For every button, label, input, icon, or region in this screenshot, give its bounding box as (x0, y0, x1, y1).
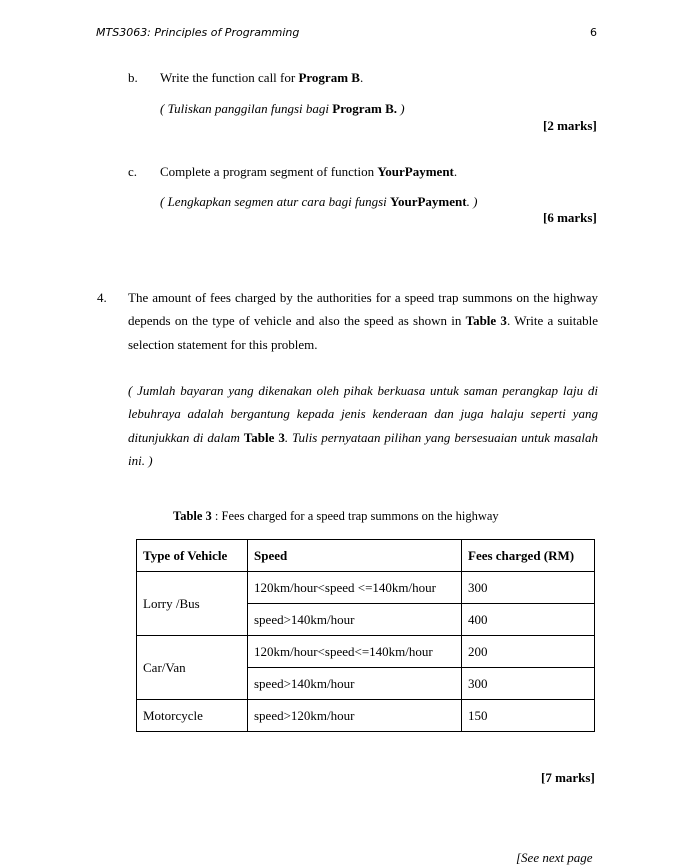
table-row (137, 700, 595, 732)
vehicle-cell: Lorry /Bus (137, 572, 248, 636)
fee-cell: 200 (462, 636, 595, 668)
q4-number: 4. (97, 290, 107, 305)
speed-cell: speed>120km/hour (248, 700, 462, 732)
q3b-malay: ( Tuliskan panggilan fungsi bagi Program B. ) (160, 101, 405, 116)
vehicle-cell: Motorcycle (137, 700, 248, 732)
q3b-label: b. (128, 70, 138, 85)
speed-cell: speed>140km/hour (248, 604, 462, 636)
q3c-malay: ( Lengkapkan segmen atur cara bagi fungsi YourPayment. ) (160, 194, 478, 209)
page-number: 6 (590, 26, 597, 39)
vehicle-cell: Car/Van (137, 636, 248, 700)
q3c-label: c. (128, 164, 138, 179)
course-header: MTS3063: Principles of Programming (96, 26, 300, 39)
header-speed: Speed (248, 540, 462, 572)
table-row (137, 572, 595, 604)
speed-cell: 120km/hour<speed<=140km/hour (248, 636, 462, 668)
fee-cell: 150 (462, 700, 595, 732)
q4-malay: ( Jumlah bayaran yang dikenakan oleh pihak berkuasa untuk saman perangkap laju di lebuhraya adalah bergantung kepada jenis kenderaan dan juga halaju seperti yang ditunjukkan di dalam Table 3. Tulis pernyataan pilihan yang bersesuaian untuk masalah ini. ) (128, 383, 598, 468)
q3b-text: Write the function call for Program B. (160, 70, 364, 85)
header-vehicle: Type of Vehicle (137, 540, 248, 572)
table-row (137, 636, 595, 668)
fees-table (136, 539, 595, 732)
fee-cell: 300 (462, 668, 595, 700)
see-next-page: [See next page (516, 850, 593, 865)
fee-cell: 300 (462, 572, 595, 604)
q3c-text: Complete a program segment of function YourPayment. (160, 164, 458, 179)
speed-cell: speed>140km/hour (248, 668, 462, 700)
speed-cell: 120km/hour<speed <=140km/hour (248, 572, 462, 604)
table-header-row (137, 540, 595, 572)
q4-marks: [7 marks] (541, 770, 595, 785)
fee-cell: 400 (462, 604, 595, 636)
table-caption: Table 3 : Fees charged for a speed trap summons on the highway (173, 509, 499, 523)
q4-text: The amount of fees charged by the authorities for a speed trap summons on the highway depends on the type of vehicle and also the speed as shown in Table 3. Write a suitable selection statement for this problem. (128, 290, 598, 352)
q3b-marks: [2 marks] (543, 118, 597, 133)
header-fees: Fees charged (RM) (462, 540, 595, 572)
q3c-marks: [6 marks] (543, 210, 597, 225)
